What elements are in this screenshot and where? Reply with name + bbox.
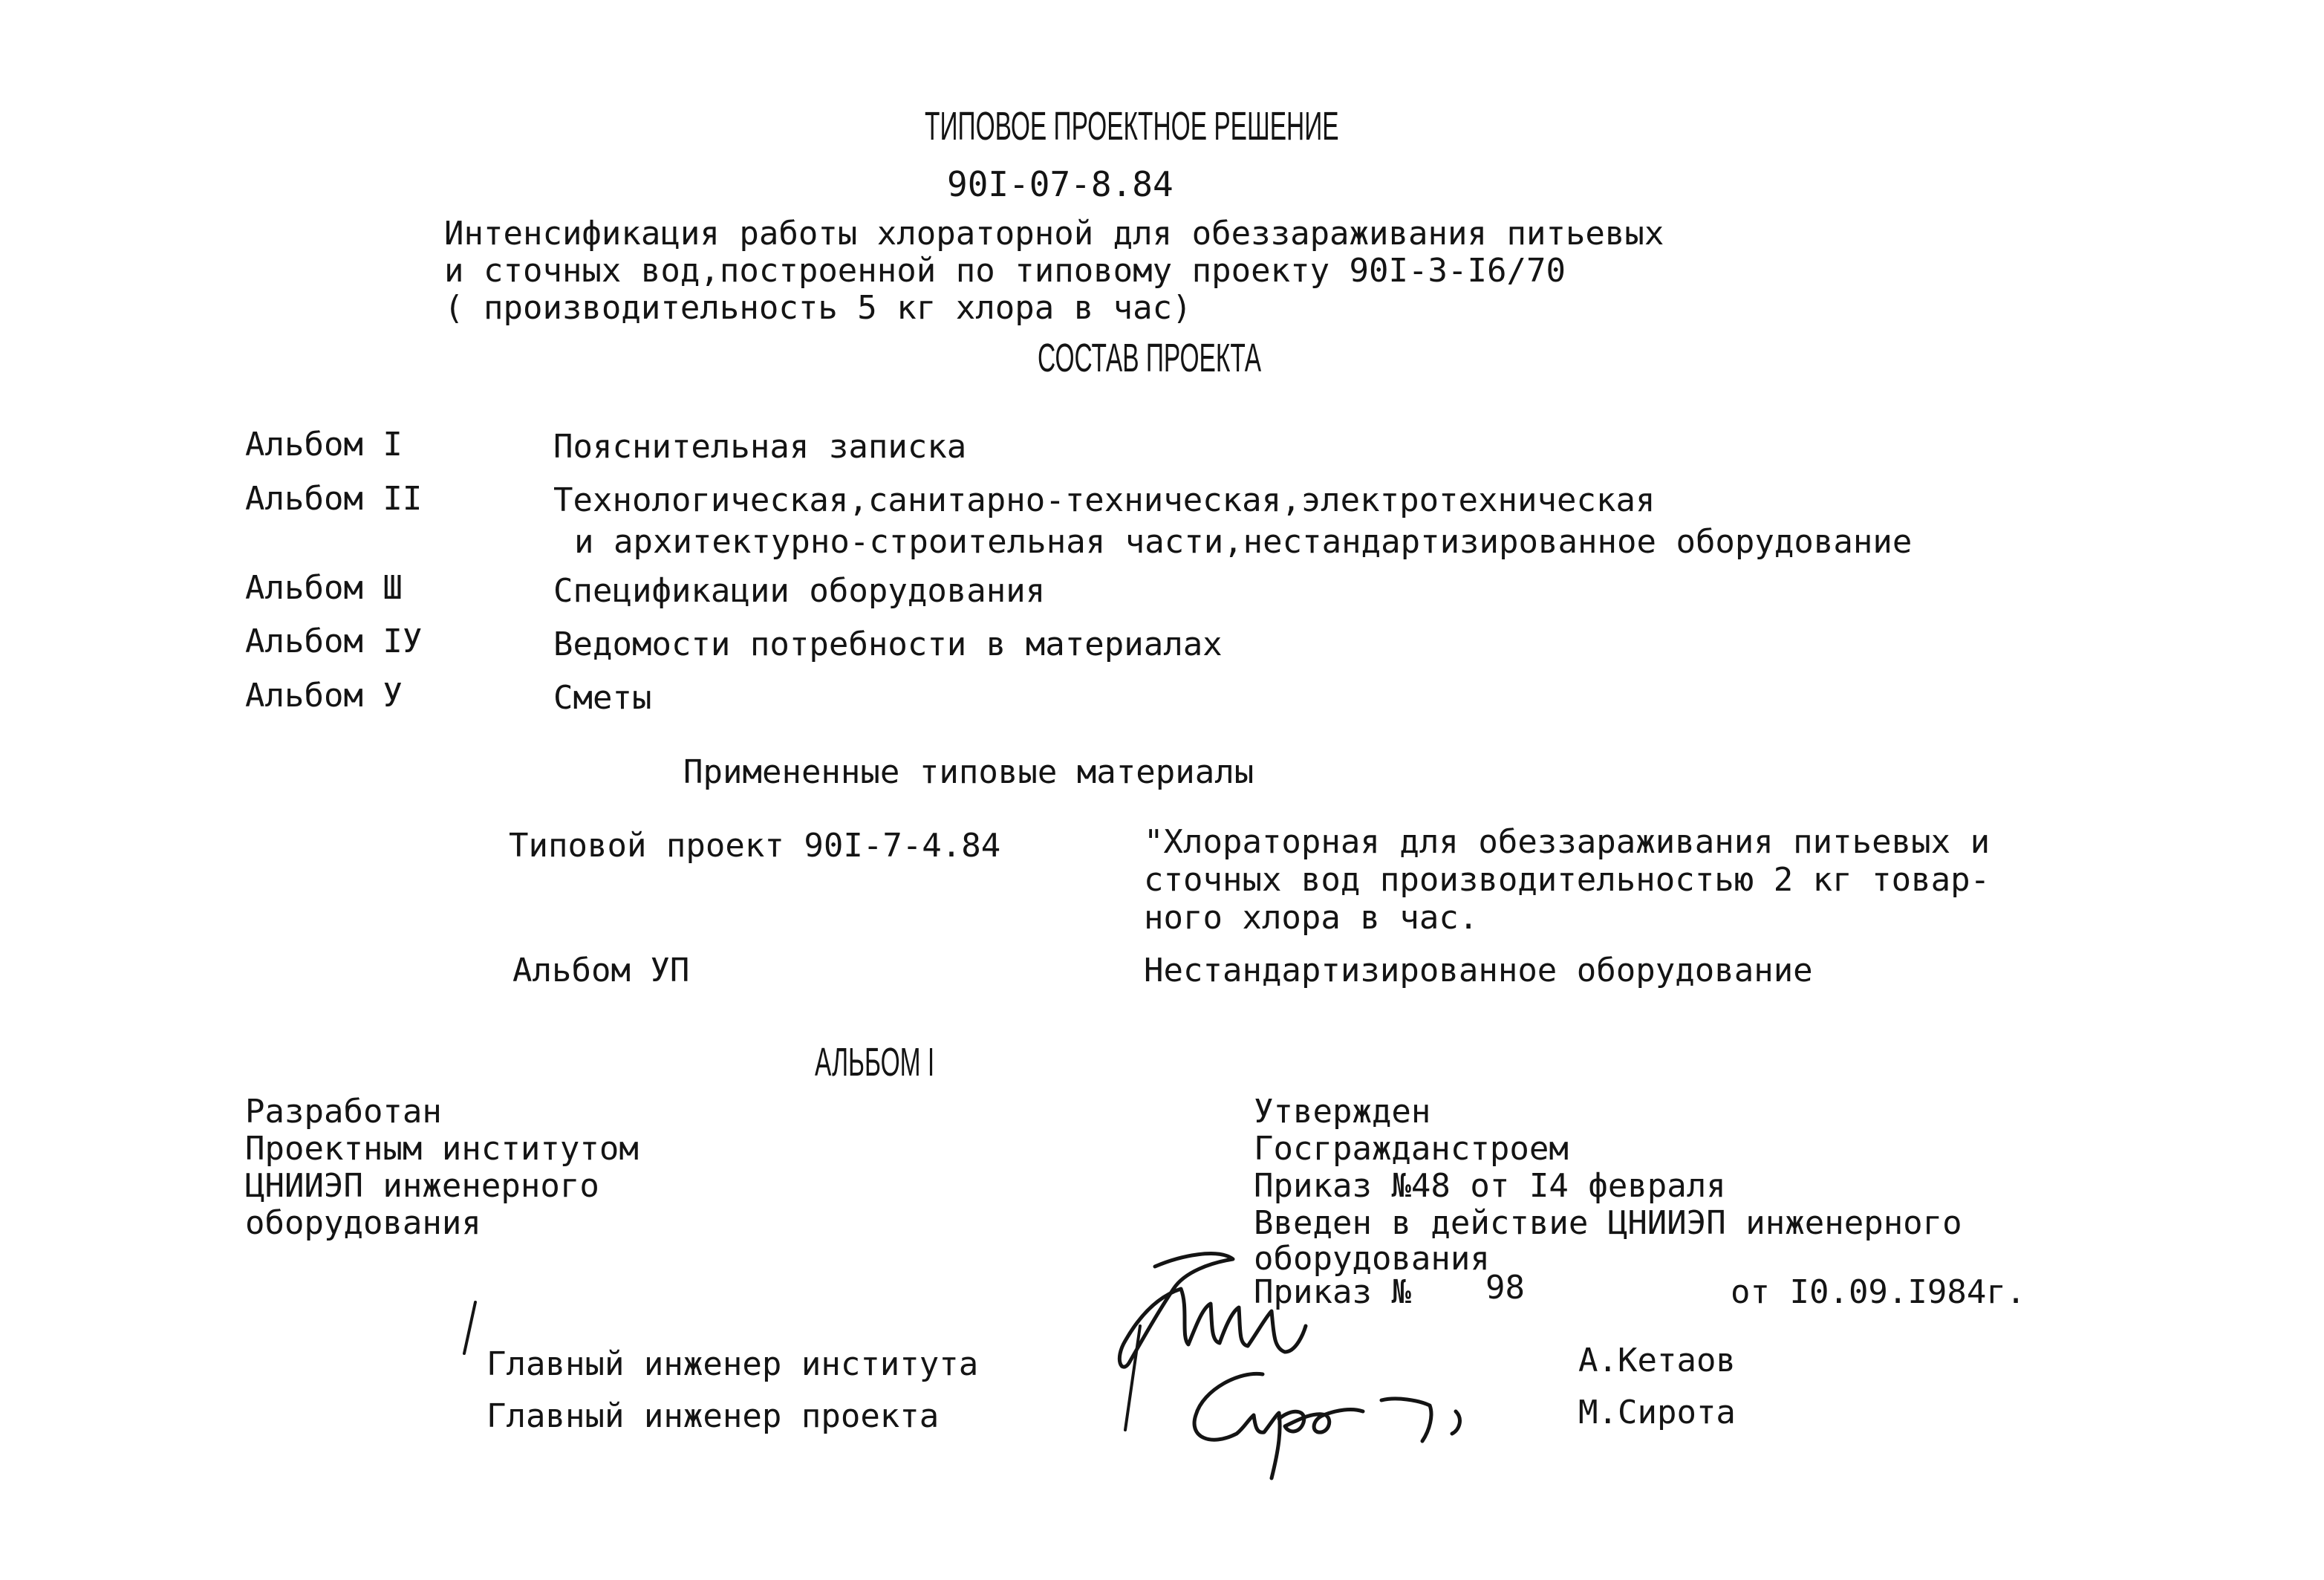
approved-line-4: Введен в действие ЦНИИЭП инженерного: [1254, 1204, 1962, 1242]
applied-project-label: Типовой проект 90I-7-4.84: [509, 827, 1001, 865]
developed-line-4: оборудования: [245, 1204, 481, 1242]
developed-line-1: Разработан: [245, 1093, 442, 1131]
order-number: 98: [1485, 1269, 1525, 1307]
album-id-5: Альбом У: [245, 677, 403, 715]
approved-line-2: Госгражданстроем: [1254, 1130, 1569, 1168]
applied-project-line-3: ного хлора в час.: [1144, 899, 1479, 937]
applied-album-text: Нестандартизированное оборудование: [1144, 952, 1813, 989]
description-line-1: Интенсификация работы хлораторной для обеззараживания питьевых: [444, 215, 1664, 253]
document-title: ТИПОВОЕ ПРОЕКТНОЕ РЕШЕНИЕ: [925, 104, 1339, 149]
album-id-4: Альбом IУ: [245, 622, 423, 660]
album-text-3: Спецификации оборудования: [553, 572, 1046, 610]
document-code: 90I-07-8.84: [947, 164, 1174, 204]
signature-ketaov-stroke: [1125, 1326, 1140, 1430]
applied-heading: Примененные типовые материалы: [683, 753, 1254, 791]
chief-project-name: М.Сирота: [1578, 1394, 1736, 1431]
applied-project-line-1: "Хлораторная для обеззараживания питьевых и: [1144, 823, 1991, 861]
order-date: от I0.09.I984г.: [1731, 1273, 2026, 1311]
order-label: Приказ №: [1254, 1273, 1411, 1311]
signature-ketaov: [1119, 1254, 1306, 1368]
applied-album-label: Альбом УП: [512, 952, 690, 989]
developed-line-3: ЦНИИЭП инженерного: [245, 1167, 599, 1205]
applied-project-line-2: сточных вод производительностью 2 кг товар-: [1144, 861, 1991, 899]
tick-mark: [464, 1302, 475, 1353]
album-id-1: Альбом I: [245, 426, 403, 464]
approved-line-5: оборудования: [1254, 1240, 1490, 1278]
description-line-3: ( производительность 5 кг хлора в час): [444, 289, 1192, 327]
approved-line-1: Утвержден: [1254, 1093, 1431, 1131]
chief-institute-name: А.Кетаов: [1578, 1342, 1736, 1379]
album-text-2: Технологическая,санитарно-техническая,электротехническая: [553, 481, 1656, 519]
album-id-3: Альбом Ш: [245, 569, 403, 607]
section-heading: СОСТАВ ПРОЕКТА: [1038, 336, 1262, 380]
signature-sirota: [1194, 1373, 1459, 1478]
developed-line-2: Проектным институтом: [245, 1130, 639, 1168]
album-text-4: Ведомости потребности в материалах: [553, 625, 1223, 663]
album-id-2: Альбом II: [245, 480, 423, 518]
album-text-5: Сметы: [553, 679, 652, 717]
album-text-2b: и архитектурно-строительная части,нестандартизированное оборудование: [574, 523, 1913, 561]
chief-institute-role: Главный инженер института: [486, 1345, 979, 1383]
album-text-1: Пояснительная записка: [553, 428, 967, 466]
album-title: АЛЬБОМ I: [815, 1040, 935, 1085]
description-line-2: и сточных вод,построенной по типовому проекту 90I-3-I6/70: [444, 252, 1566, 290]
approved-line-3: Приказ №48 от I4 февраля: [1254, 1167, 1726, 1205]
chief-project-role: Главный инженер проекта: [486, 1397, 940, 1435]
